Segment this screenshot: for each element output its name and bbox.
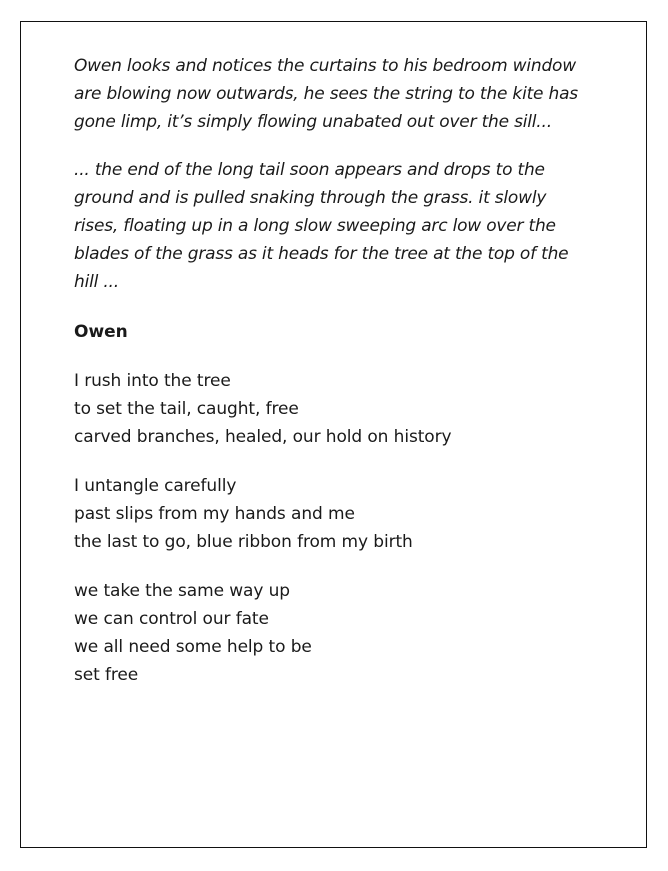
- narration-line: ... the end of the long tail soon appears and drops to the: [74, 160, 545, 180]
- poem-line: to set the tail, caught, free: [74, 399, 299, 419]
- poem-stanza-2: [74, 472, 574, 556]
- narration-line: ground and is pulled snaking through the grass. it slowly: [74, 188, 547, 208]
- poem-line: past slips from my hands and me: [74, 504, 355, 524]
- poem-line: I rush into the tree: [74, 371, 231, 391]
- narration-line: hill ...: [74, 272, 119, 292]
- poem-line: the last to go, blue ribbon from my birth: [74, 532, 413, 552]
- poem-line: we all need some help to be: [74, 637, 312, 657]
- narration-paragraph-1: [74, 52, 578, 136]
- narration-line: are blowing now outwards, he sees the string to the kite has: [74, 84, 578, 104]
- narration-line: Owen looks and notices the curtains to his bedroom window: [74, 56, 576, 76]
- narration-line: gone limp, it’s simply flowing unabated out over the sill...: [74, 112, 552, 132]
- narration-line: rises, floating up in a long slow sweeping arc low over the: [74, 216, 556, 236]
- poem-line: we can control our fate: [74, 609, 269, 629]
- poem-line: carved branches, healed, our hold on history: [74, 427, 452, 447]
- narration-line: blades of the grass as it heads for the tree at the top of the: [74, 244, 569, 264]
- speaker-heading: Owen: [74, 322, 128, 342]
- poem-line: set free: [74, 665, 139, 685]
- poem-line: I untangle carefully: [74, 476, 237, 496]
- page-content: [74, 52, 578, 710]
- narration-paragraph-2: [74, 156, 574, 296]
- poem-line: we take the same way up: [74, 581, 291, 601]
- poem-stanza-3: [74, 577, 574, 689]
- poem-stanza-1: [74, 367, 574, 451]
